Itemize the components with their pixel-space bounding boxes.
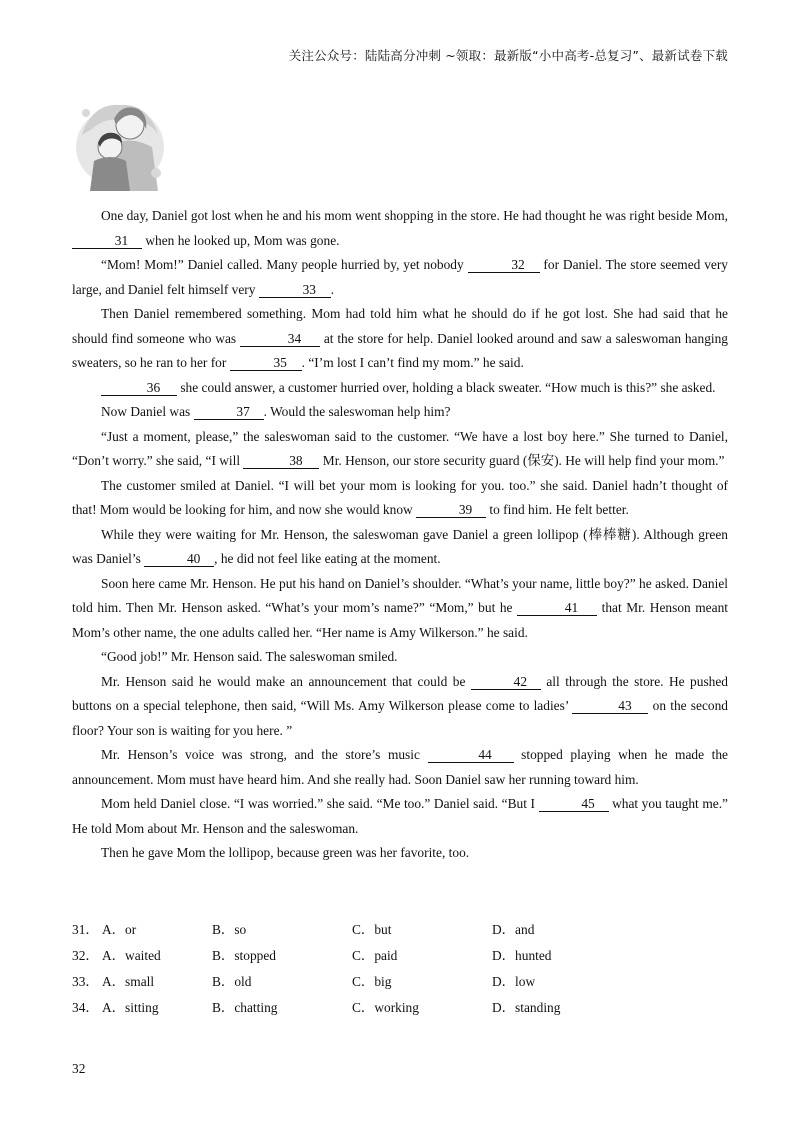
answer-options: [72, 915, 622, 1019]
blank-38[interactable]: 38: [243, 453, 319, 469]
mother-child-illustration: [72, 95, 168, 191]
option-d[interactable]: D．hunted: [492, 947, 552, 963]
blank-32[interactable]: 32: [468, 257, 540, 273]
paragraph-5: Now Daniel was 37 . Would the saleswoman help him?: [101, 404, 451, 419]
paragraph-14: Then he gave Mom the lollipop, because green was her favorite, too.: [101, 845, 470, 860]
option-a[interactable]: A．sitting: [102, 999, 159, 1015]
option-b[interactable]: B．stopped: [212, 947, 276, 963]
question-number: 31．: [72, 921, 99, 937]
option-d[interactable]: D．standing: [492, 999, 561, 1015]
option-c[interactable]: C．working: [352, 999, 419, 1015]
option-c[interactable]: C．paid: [352, 947, 398, 963]
question-number: 32．: [72, 947, 99, 963]
question-32-options: [72, 941, 622, 967]
page-header: 关注公众号：陆陆高分冲刺 ~领取：最新版“小中高考-总复习”、最新试卷下载: [288, 48, 728, 63]
blank-45[interactable]: 45: [539, 796, 609, 812]
blank-31[interactable]: 31: [72, 233, 142, 249]
blank-36[interactable]: 36: [101, 380, 177, 396]
question-number: 34．: [72, 999, 99, 1015]
option-c[interactable]: C．but: [352, 921, 392, 937]
option-d[interactable]: D．low: [492, 973, 536, 989]
blank-43[interactable]: 43: [572, 698, 648, 714]
blank-33[interactable]: 33: [259, 282, 331, 298]
option-a[interactable]: A．small: [102, 973, 155, 989]
paragraph-4: 36 she could answer, a customer hurried over, holding a black sweater. “How much is this?” she asked.: [72, 376, 728, 401]
blank-35[interactable]: 35: [230, 355, 302, 371]
option-b[interactable]: B．so: [212, 921, 247, 937]
question-34-options: [72, 993, 622, 1019]
paragraph-1: One day, Daniel got lost when he and his mom went shopping in the store. He had thought he was right beside Mom, 31 when he looked up, Mom was gone.: [72, 204, 728, 253]
blank-41[interactable]: 41: [517, 600, 597, 616]
page-number: 32: [72, 1061, 86, 1076]
paragraph-12: Mr. Henson’s voice was strong, and the store’s music 44 stopped playing when he made the announcement. Mom must have heard him. And she really had. Soon Daniel saw her running toward him.: [72, 747, 728, 787]
question-33-options: [72, 967, 622, 993]
paragraph-11: Mr. Henson said he would make an announcement that could be 42 all through the store. He pushed buttons on a special telephone, then said, “Will Ms. Amy Wilkerson please come to ladies’ 43 on the second floor? Your son is waiting for you here. ”: [72, 673, 728, 738]
paragraph-8: While they were waiting for Mr. Henson, the saleswoman gave Daniel a green lollipop (棒棒糖). Although green was Daniel’s 40 , he did not feel like eating at the moment.: [72, 526, 728, 566]
blank-44[interactable]: 44: [428, 747, 514, 763]
blank-42[interactable]: 42: [471, 674, 541, 690]
paragraph-9: Soon here came Mr. Henson. He put his hand on Daniel’s shoulder. “What’s your name, little boy?” he asked. Daniel told him. Then Mr. Henson asked. “What’s your mom’s name?” “Mom,” but he 41 that Mr. Henson meant Mom’s other name, the one adults called her. “Her name is Amy Wilkerson.” he said.: [72, 575, 728, 640]
paragraph-6: “Just a moment, please,” the saleswoman said to the customer. “We have a lost boy here.” She turned to Daniel, “Don’t worry.” she said, “I will 38 Mr. Henson, our store security guard (保安). He will help find your mom.”: [72, 428, 728, 468]
paragraph-3: Then Daniel remembered something. Mom had told him what he should do if he got lost. She had said that he should find someone who was 34 at the store for help. Daniel looked around and saw a saleswoman hanging sweaters, so he ran to her for 35 . “I’m lost I can’t find my mom.” he said.: [72, 306, 728, 370]
option-d[interactable]: D．and: [492, 921, 535, 937]
question-31-options: [72, 915, 622, 941]
option-b[interactable]: B．chatting: [212, 999, 278, 1015]
blank-34[interactable]: 34: [240, 331, 320, 347]
paragraph-10: “Good job!” Mr. Henson said. The saleswoman smiled.: [101, 649, 398, 664]
blank-39[interactable]: 39: [416, 502, 486, 518]
option-a[interactable]: A．or: [102, 921, 137, 937]
cloze-passage: [72, 204, 728, 866]
question-number: 33．: [72, 973, 99, 989]
blank-40[interactable]: 40: [144, 551, 214, 567]
paragraph-2: “Mom! Mom!” Daniel called. Many people hurried by, yet nobody 32 for Daniel. The store seemed very large, and Daniel felt himself very 33 .: [72, 257, 728, 297]
paragraph-13: Mom held Daniel close. “I was worried.” she said. “Me too.” Daniel said. “But I 45 what you taught me.” He told Mom about Mr. Henson and the saleswoman.: [72, 796, 728, 836]
option-a[interactable]: A．waited: [102, 947, 161, 963]
option-c[interactable]: C．big: [352, 973, 392, 989]
blank-37[interactable]: 37: [194, 404, 264, 420]
paragraph-7: The customer smiled at Daniel. “I will bet your mom is looking for you. too.” she said. Daniel hadn’t thought of that! Mom would be looking for him, and now she would know 39 to find him. He felt better.: [72, 477, 728, 517]
option-b[interactable]: B．old: [212, 973, 252, 989]
